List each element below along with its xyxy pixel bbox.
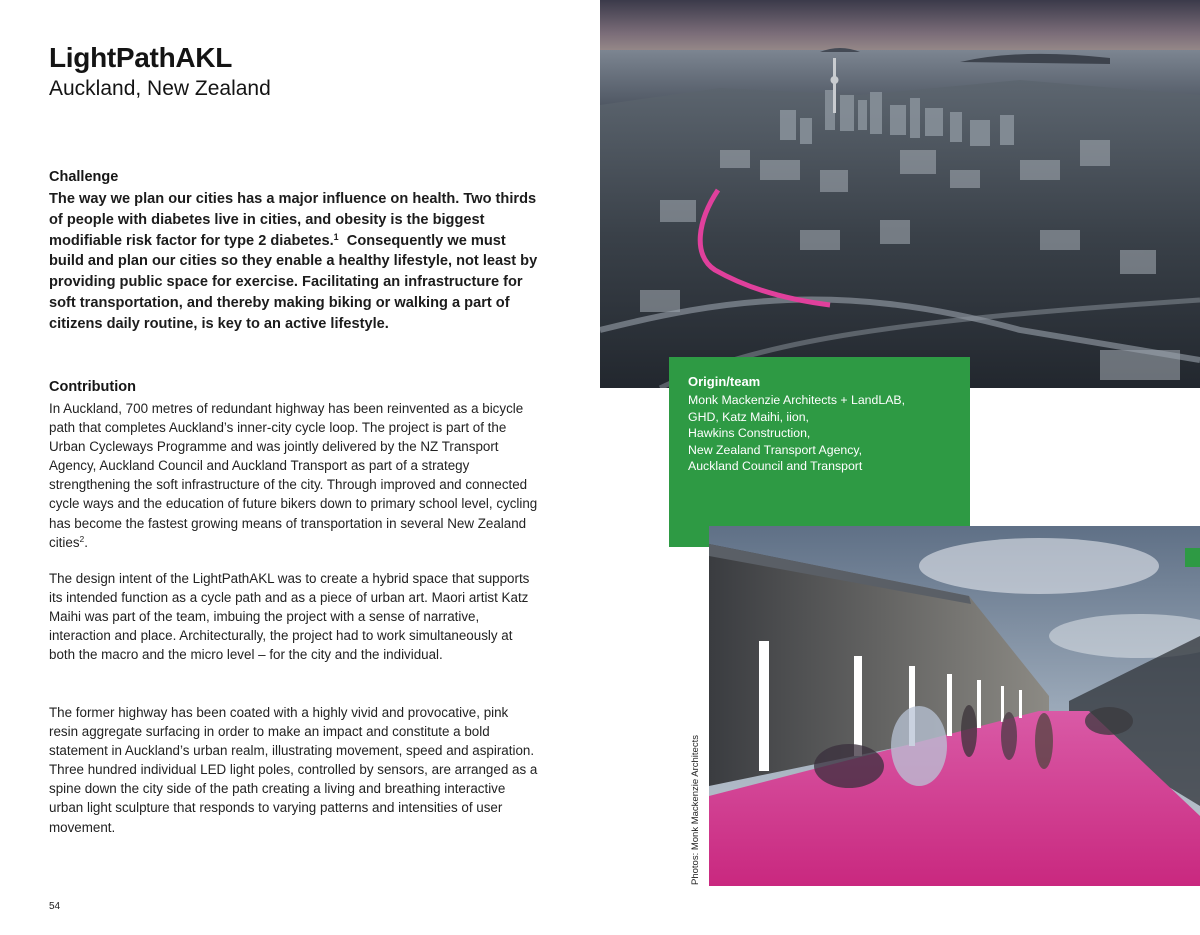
photo-credit: Photos: Monk Mackenzie Architects	[690, 735, 701, 885]
contribution-p1-text: In Auckland, 700 metres of redundant highway has been reinvented as a bicycle path that completes Auckland’s inner-city cycle loop. The project is part of the Urban Cycleways Programme and was jointly delivered by the NZ Transport Agency, Auckland Council and Auckland Transport as part of a strategy strengthening the soft infrastructure of the city. Through improved and connected cycle ways and the education of future bikers down to primary school level, cycling has become the fastest growing means of transportation in several New Zealand cities	[49, 401, 538, 550]
contribution-paragraph-3: The former highway has been coated with a highly vivid and provocative, pink resin aggregate surfacing in order to make an impact and constitute a bold statement in Auckland’s urban realm, illustrating movement, speed and aspiration. Three hundred individual LED light poles, controlled by sensors, are arranged as a spine down the city side of the path creating a living and breathing interactive urban light sculpture that responds to varying patterns and intensities of user movement.	[49, 705, 538, 835]
footnote-ref-2: 2	[79, 533, 85, 544]
origin-team-heading: Origin/team	[688, 374, 761, 389]
contribution-paragraph-1	[49, 399, 539, 552]
origin-team-line: Hawkins Construction,	[688, 426, 811, 441]
page-number: 54	[49, 901, 61, 912]
page-title: LightPathAKL	[49, 42, 233, 73]
origin-team-box	[669, 357, 970, 547]
origin-team-line: Monk Mackenzie Architects + LandLAB,	[688, 393, 906, 407]
contribution-heading: Contribution	[49, 379, 136, 395]
accent-tab	[1185, 548, 1200, 567]
origin-team-line: New Zealand Transport Agency,	[688, 442, 863, 457]
challenge-text-part2: Consequently we must build and plan our cities so they enable a healthy lifestyle, not least by providing public space for exercise. Facilitating an infrastructure for soft transportation, and thereby making biking or walking a part of citizens daily routine, is key to an active lifestyle.	[49, 232, 542, 332]
origin-team-line: GHD, Katz Maihi, iion,	[688, 409, 809, 424]
origin-team-line: Auckland Council and Transport	[688, 459, 863, 474]
contribution-paragraph-2: The design intent of the LightPathAKL was to create a hybrid space that supports its intended function as a cycle path and as a piece of urban art. Maori artist Katz Maihi was part of the team, imbuing the project with a sense of narrative, interaction and place. Architecturally, the project had to work simultaneously at both the macro and the micro level – for the city and the individual.	[49, 571, 530, 663]
bridge-cycle-path-photo	[709, 526, 1200, 886]
challenge-text-part1: The way we plan our cities has a major influence on health. Two thirds of people with diabetes live in cities, and obesity is the biggest modifiable risk factor for type 2 diabetes.	[49, 191, 537, 249]
challenge-paragraph	[49, 189, 542, 335]
challenge-heading: Challenge	[49, 169, 119, 185]
contribution-p1-end: .	[84, 534, 88, 550]
footnote-ref-1: 1	[333, 231, 339, 242]
page-subtitle: Auckland, New Zealand	[49, 77, 271, 100]
aerial-city-photo	[600, 0, 1200, 388]
